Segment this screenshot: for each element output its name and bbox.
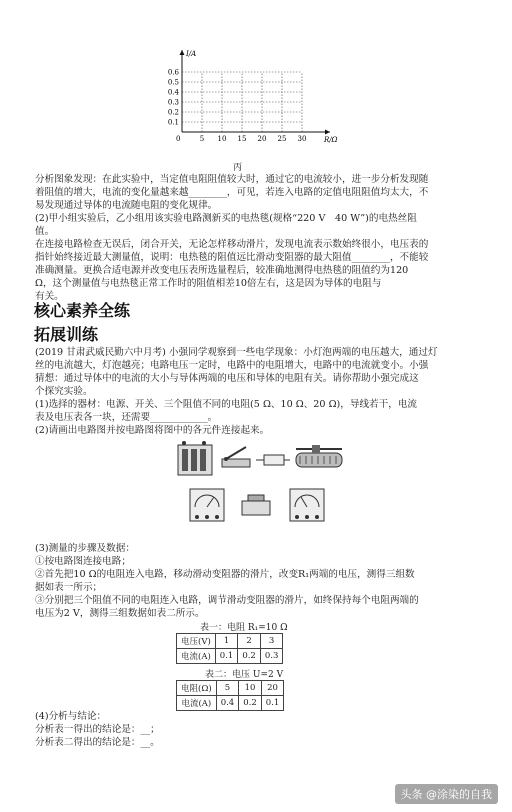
table1 bbox=[176, 633, 283, 664]
text-line: 着阻值的增大，电流的变化量越来越________，可见，若连入电路的定值电阻阻值均太大，不 bbox=[35, 187, 429, 198]
table-row bbox=[177, 681, 284, 696]
table-cell: 电压(V) bbox=[177, 634, 216, 649]
table-cell: 电阻(Ω) bbox=[177, 681, 217, 696]
text-line: (4)分析与结论： bbox=[35, 711, 107, 722]
text-line: ②首先把10 Ω的电阻连入电路，移动滑动变阻器的滑片，改变R₁两端的电压，测得三组数 bbox=[35, 569, 415, 580]
x-tick-label: 20 bbox=[257, 135, 267, 143]
text-line: 据如表一所示； bbox=[35, 582, 103, 593]
origin-label: 0 bbox=[176, 135, 181, 143]
switch-icon bbox=[222, 447, 250, 467]
text-line: 猜想：通过导体中的电流的大小与导体两端的电压和导体的电阻有关。请你帮助小强完成这 bbox=[35, 373, 419, 384]
rheostat-icon bbox=[296, 445, 342, 467]
table-cell: 3 bbox=[260, 634, 283, 649]
text-line: (3)测量的步骤及数据： bbox=[35, 543, 135, 554]
table2 bbox=[176, 680, 284, 711]
text-line: 分析表一得出的结论是：__； bbox=[35, 724, 160, 735]
apparatus-illustration bbox=[170, 437, 350, 529]
resistor-icon bbox=[256, 455, 290, 465]
y-tick-label: 0.4 bbox=[167, 88, 179, 97]
y-tick-label: 0.5 bbox=[167, 78, 179, 87]
table-row bbox=[177, 649, 283, 664]
graph-grid bbox=[182, 72, 302, 132]
text-line: ①按电路图连接电路； bbox=[35, 556, 131, 567]
ammeter-icon bbox=[190, 489, 224, 521]
x-tick-label: 10 bbox=[217, 135, 227, 143]
table-cell: 0.2 bbox=[238, 649, 261, 664]
text-line: 丝的电流越大，灯泡越亮；电路电压一定时，电路中的电阻增大，电路中的电流就变小。小强 bbox=[35, 360, 429, 371]
table-cell: 1 bbox=[215, 634, 238, 649]
current-resistance-graph bbox=[160, 44, 345, 156]
text-line: (2)甲小组实验后，乙小组用该实验电路测新买的电热毯(规格“220 V 40 W”)的电热丝阻 bbox=[35, 213, 417, 224]
text-line: 准确测量。更换合适电源并改变电压表所选量程后，较准确地测得电热毯的阻值约为120 bbox=[35, 265, 409, 276]
text-line: (1)选择的器材：电源、开关、三个阻值不同的电阻(5 Ω、10 Ω、20 Ω)，导线若干，电流 bbox=[35, 399, 418, 410]
table-row bbox=[177, 696, 284, 711]
text-line: (2)请画出电路图并按电路图将图中的各元件连接起来。 bbox=[35, 425, 270, 436]
section-heading: 拓展训练 bbox=[34, 325, 99, 344]
resistor-box-icon bbox=[242, 495, 270, 515]
x-axis-arrow bbox=[325, 130, 330, 135]
x-tick-label: 30 bbox=[297, 135, 307, 143]
text-line: 值。 bbox=[35, 226, 55, 237]
text-line: 指针始终接近最大测量值，说明：电热毯的阻值远比滑动变阻器的最大阻值________，不能较 bbox=[35, 252, 429, 263]
x-tick-label: 25 bbox=[277, 135, 287, 143]
table-row bbox=[177, 634, 283, 649]
table-cell: 0.4 bbox=[216, 696, 239, 711]
y-axis-label: I/A bbox=[186, 50, 197, 58]
y-tick-label: 0.6 bbox=[167, 68, 179, 77]
table-cell: 0.1 bbox=[215, 649, 238, 664]
text-line: 有关。 bbox=[35, 291, 64, 302]
graph-caption: 丙 bbox=[233, 163, 243, 173]
table-cell: 10 bbox=[239, 681, 262, 696]
section-heading: 核心素养全练 bbox=[34, 301, 131, 320]
graph-axes bbox=[180, 50, 338, 144]
text-line: 易发现通过导体的电流随电阻的变化规律。 bbox=[35, 200, 218, 211]
table2-title: 表二：电压 U=2 V bbox=[205, 670, 284, 680]
text-line: 分析表二得出的结论是：__。 bbox=[35, 737, 160, 748]
table-cell: 0.1 bbox=[261, 696, 284, 711]
y-tick-label: 0.1 bbox=[167, 118, 179, 127]
text-line: 表及电压表各一块，还需要____________。 bbox=[35, 412, 218, 423]
text-line: 在连接电路检查无误后，闭合开关，无论怎样移动滑片，发现电流表示数始终很小，电压表的 bbox=[35, 239, 429, 250]
table-cell: 电流(A) bbox=[177, 649, 216, 664]
text-line: 个探究实验。 bbox=[35, 386, 93, 397]
table-cell: 20 bbox=[261, 681, 284, 696]
text-line: ③分别把三个阻值不同的电阻连入电路，调节滑动变阻器的滑片，如终保持每个电阻两端的 bbox=[35, 595, 419, 606]
battery-pack-icon bbox=[178, 441, 212, 475]
voltmeter-icon bbox=[290, 489, 324, 521]
table1-title: 表一：电阻 R₁=10 Ω bbox=[200, 623, 288, 633]
y-axis-arrow bbox=[180, 50, 185, 55]
text-line: 电压为2 V，测得三组数据如表二所示。 bbox=[35, 608, 205, 619]
x-tick-label: 15 bbox=[237, 135, 247, 143]
text-line: 分析图象发现：在此实验中，当定值电阻阻值较大时，通过它的电流较小，进一步分析发现随 bbox=[35, 174, 429, 185]
x-axis-label: R/Ω bbox=[324, 136, 338, 144]
y-tick-label: 0.3 bbox=[167, 98, 179, 107]
y-tick-label: 0.2 bbox=[167, 108, 179, 117]
watermark: 头条 @涂染的自我 bbox=[395, 784, 499, 804]
text-line: Ω，这个测量值与电热毯正常工作时的阻值相差10倍左右，这是因为导体的电阻与 bbox=[35, 278, 382, 289]
table-cell: 电流(A) bbox=[177, 696, 217, 711]
x-tick-label: 5 bbox=[199, 135, 205, 143]
table-cell: 0.2 bbox=[239, 696, 262, 711]
text-line: (2019 甘肃武威民勤六中月考) 小强同学观察到一些电学现象：小灯泡两端的电压越大，通过灯 bbox=[35, 347, 438, 358]
table-cell: 5 bbox=[216, 681, 239, 696]
table-cell: 2 bbox=[238, 634, 261, 649]
table-cell: 0.3 bbox=[260, 649, 283, 664]
